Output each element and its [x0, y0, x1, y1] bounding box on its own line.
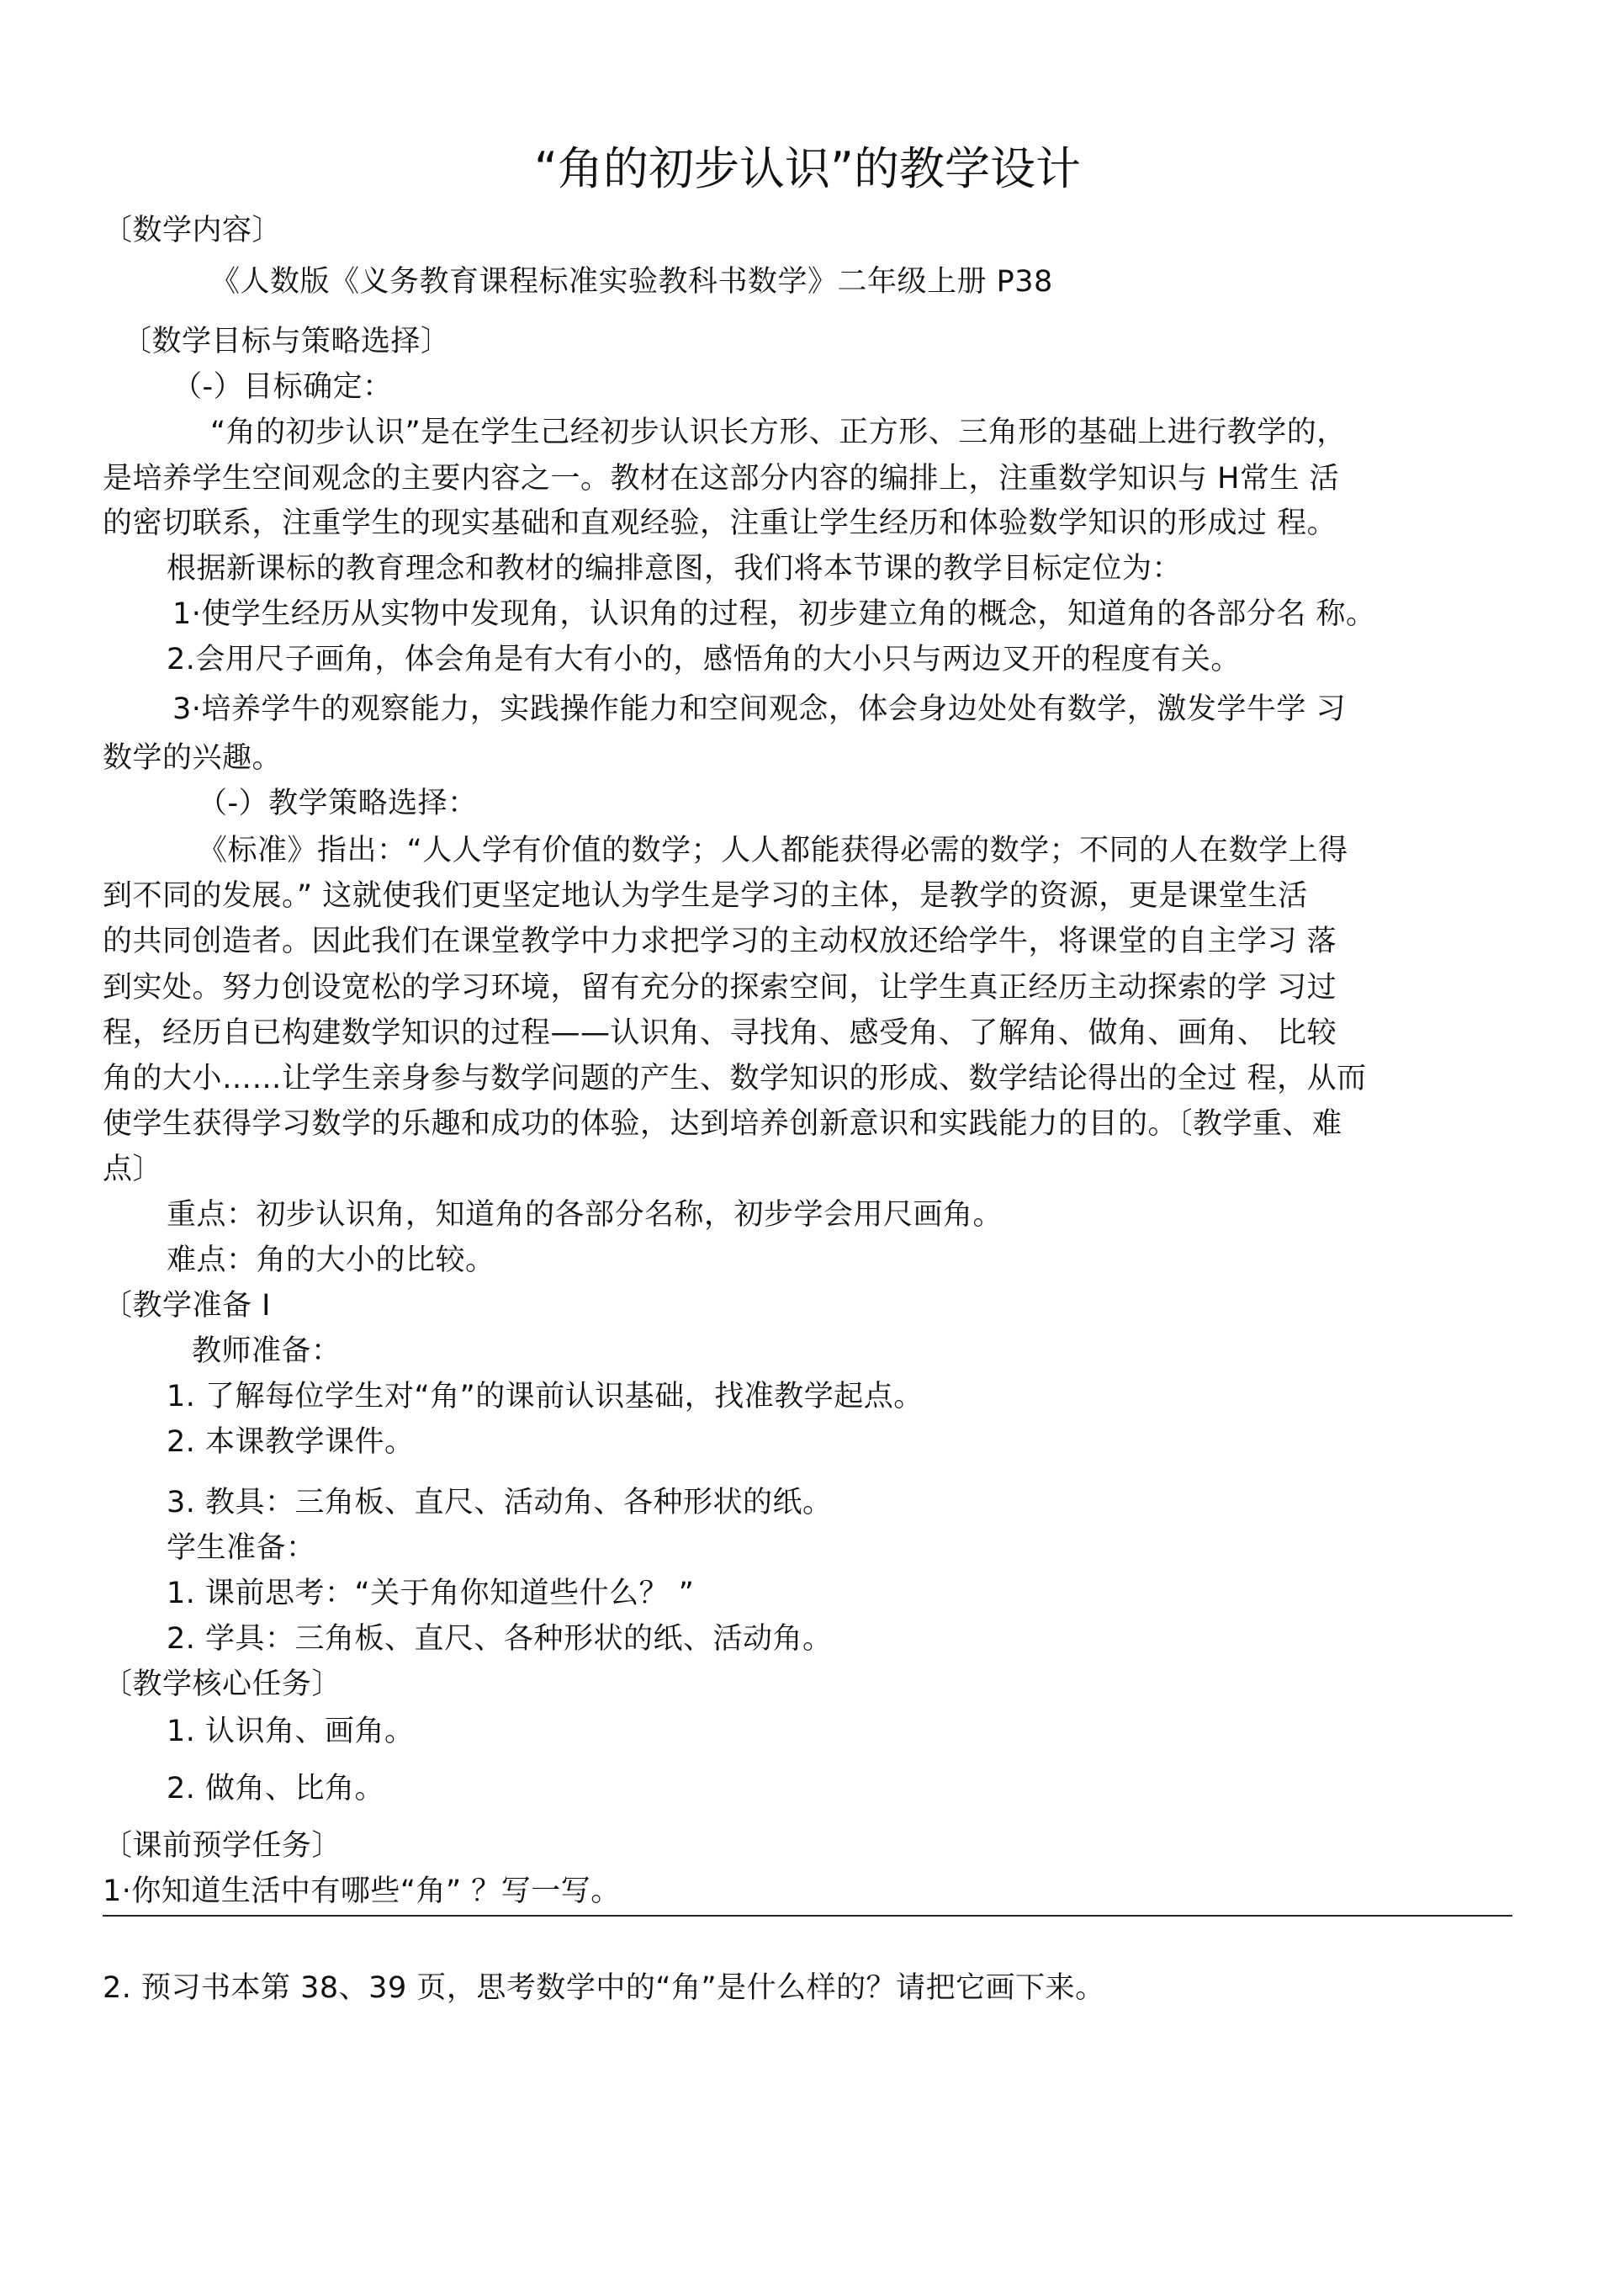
list-item: 1·使学生经历从实物中发现角，认识角的过程，初步建立角的概念，知道角的各部分名 称。 [172, 597, 1376, 631]
paragraph-line: 角的大小……让学生亲身参与数学问题的产生、数学知识的形成、数学结论得出的全过 程，从而 [103, 1062, 1367, 1095]
section-heading: 〔数学目标与策略选择〕 [122, 325, 451, 358]
list-item: 2. 本课教学课件。 [167, 1425, 415, 1459]
subsection-heading: （-）教学策略选择： [198, 787, 478, 820]
list-item: 2. 做角、比角。 [167, 1772, 385, 1806]
list-item-continuation: 数学的兴趣。 [103, 741, 283, 775]
horizontal-rule [103, 1915, 1512, 1917]
paragraph-line: 是培养学生空间观念的主要内容之一。教材在这部分内容的编排上，注重数学知识与 H常生 活 [103, 462, 1340, 496]
paragraph-line: 《标准》指出：“人人学有价值的数学；人人都能获得必需的数学；不同的人在数学上得 [198, 834, 1348, 867]
list-item: 1·你知道生活中有哪些“角” ？写一写。 [103, 1874, 621, 1908]
section-heading: 〔教学核心任务〕 [103, 1668, 342, 1701]
list-item: 2. 学具：三角板、直尺、各种形状的纸、活动角。 [167, 1622, 833, 1656]
paragraph-line: 程，经历自已构建数学知识的过程——认识角、寻找角、感受角、了解角、做角、画角、 比较 [103, 1016, 1337, 1050]
list-item: 3. 教具：三角板、直尺、活动角、各种形状的纸。 [167, 1486, 833, 1519]
subsection-heading: 学生准备： [167, 1531, 316, 1565]
list-item: 1. 认识角、画角。 [167, 1715, 415, 1748]
subsection-heading: （-）目标确定： [172, 370, 393, 404]
paragraph-line: 的密切联系，注重学生的现实基础和直观经验，注重让学生经历和体验数学知识的形成过 程。 [103, 506, 1337, 540]
difficult-point: 难点：角的大小的比较。 [167, 1243, 495, 1277]
subsection-heading: 教师准备： [192, 1334, 342, 1368]
section-heading: 〔数学内容〕 [103, 214, 283, 247]
list-item: 1. 了解每位学生对“角”的课前认识基础，找准教学起点。 [167, 1380, 924, 1413]
section-heading: 〔教学准备 I [103, 1289, 271, 1323]
list-item: 3·培养学牛的观察能力，实践操作能力和空间观念，体会身边处处有数学，激发学牛学 习 [172, 692, 1347, 726]
paragraph-line: 到实处。努力创设宽松的学习环境，留有充分的探索空间，让学生真正经历主动探索的学 习过 [103, 971, 1337, 1005]
key-point: 重点：初步认识角，知道角的各部分名称，初步学会用尺画角。 [167, 1198, 1003, 1232]
section-heading: 〔课前预学任务〕 [103, 1829, 342, 1863]
paragraph-line: 使学生获得学习数学的乐趣和成功的体验，达到培养创新意识和实践能力的目的。〔教学重、难 [103, 1107, 1342, 1141]
text-line: 《人数版《义务教育课程标准实验教科书数学》二年级上册 P38 [210, 265, 1053, 299]
list-item: 2. 预习书本第 38、39 页，思考数学中的“角”是什么样的？请把它画下来。 [103, 1971, 1105, 2005]
document-title: “角的初步认识”的教学设计 [534, 142, 1081, 195]
list-item: 1. 课前思考：“关于角你知道些什么？ ” [167, 1577, 695, 1610]
list-item: 2.会用尺子画角，体会角是有大有小的，感悟角的大小只与两边叉开的程度有关。 [167, 643, 1241, 676]
paragraph-line: 的共同创造者。因此我们在课堂教学中力求把学习的主动权放还给学牛，将课堂的自主学习 落 [103, 925, 1337, 958]
paragraph-line: “角的初步认识”是在学生己经初步认识长方形、正方形、三角形的基础上进行教学的， [210, 416, 1347, 449]
paragraph-line: 点〕 [103, 1153, 163, 1186]
paragraph-line: 根据新课标的教育理念和教材的编排意图，我们将本节课的教学目标定位为： [167, 552, 1183, 586]
paragraph-line: 到不同的发展。” 这就使我们更坚定地认为学生是学习的主体，是教学的资源，更是课堂生活 [103, 879, 1308, 913]
